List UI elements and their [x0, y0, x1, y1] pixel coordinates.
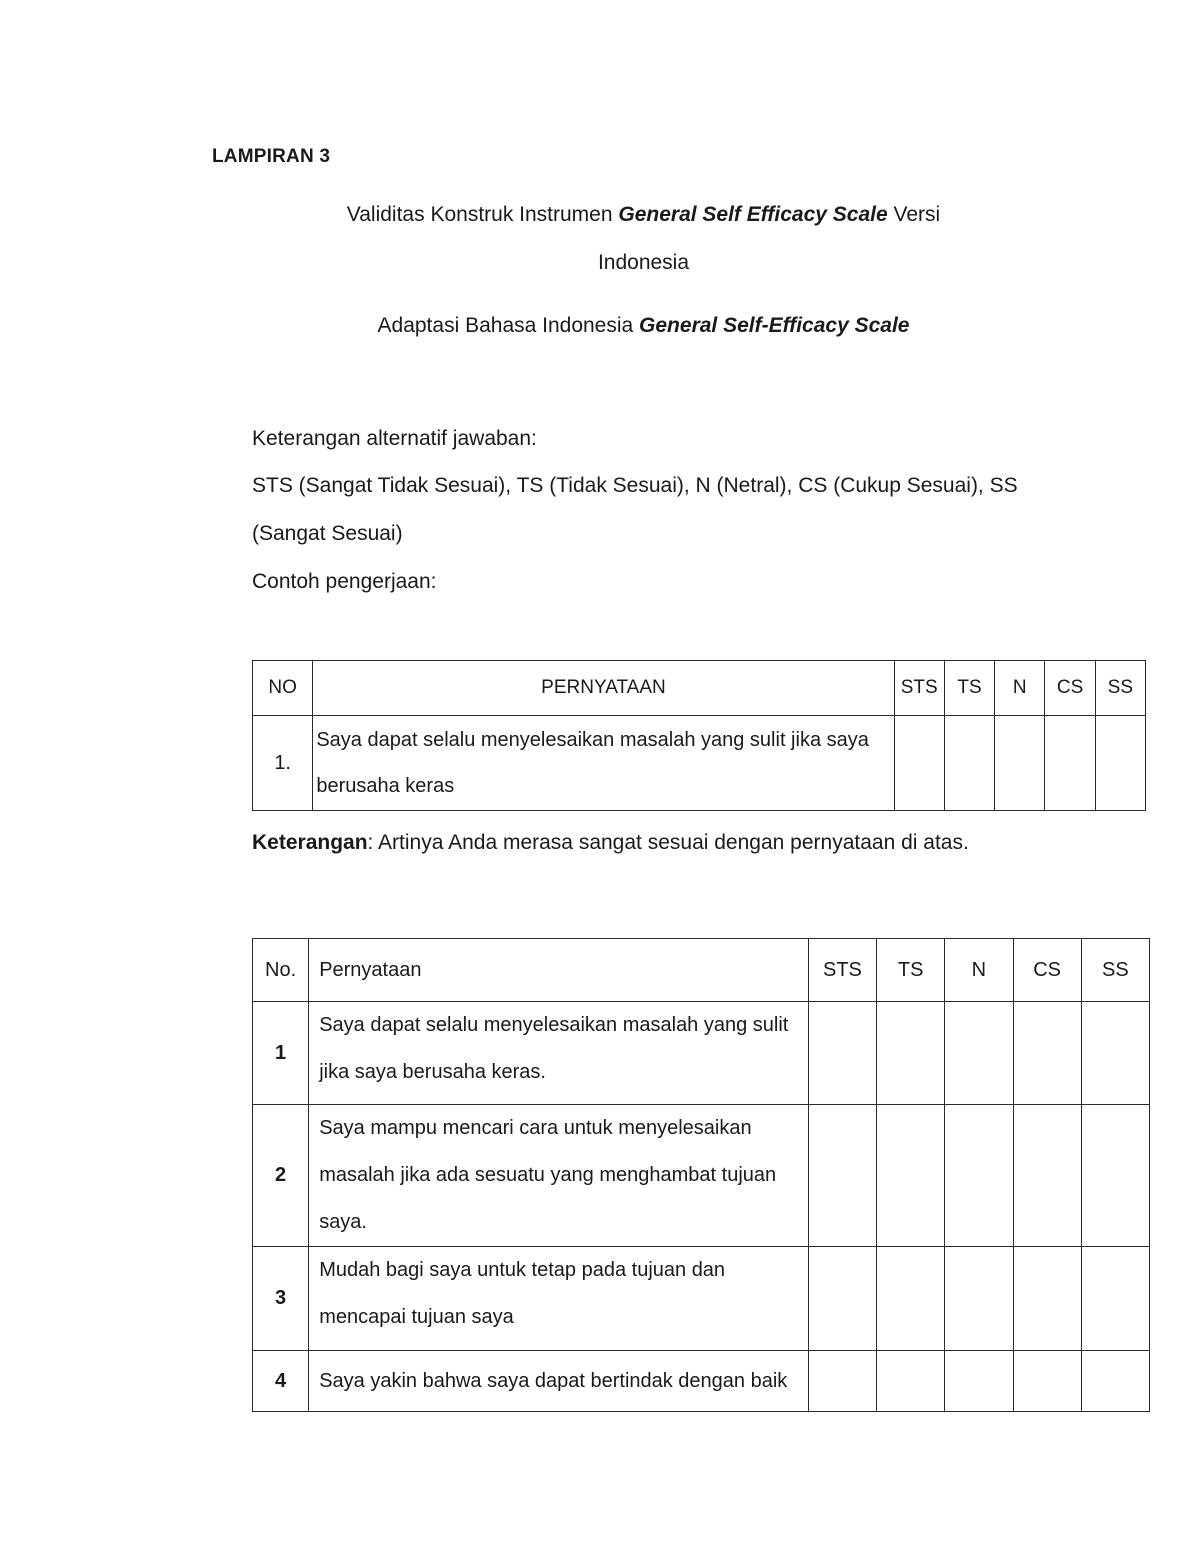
cell-sts[interactable] [808, 1247, 876, 1351]
subtitle-scale-name: General Self-Efficacy Scale [639, 314, 910, 337]
title-text-end: Versi [887, 203, 941, 226]
title-line-2: Indonesia [597, 251, 690, 274]
cell-n[interactable] [945, 1247, 1013, 1351]
example-cell-ss[interactable] [1095, 716, 1145, 811]
header-no: No. [253, 939, 309, 1002]
header-sts: STS [808, 939, 876, 1002]
title-text: Validitas Konstruk Instrumen [346, 203, 619, 226]
header-cs: CS [1013, 939, 1081, 1002]
answer-key-label: Keterangan alternatif jawaban: [252, 427, 537, 450]
example-note [252, 831, 969, 855]
example-row-statement: Saya dapat selalu menyelesaikan masalah yang sulit jika saya berusaha keras [313, 716, 894, 811]
answer-options-line-2: (Sangat Sesuai) [252, 522, 403, 545]
header-ss: SS [1095, 661, 1145, 716]
cell-cs[interactable] [1013, 1105, 1081, 1247]
note-text: : Artinya Anda merasa [367, 831, 579, 854]
cell-ss[interactable] [1081, 1002, 1149, 1105]
example-row [253, 716, 1146, 811]
cell-cs[interactable] [1013, 1002, 1081, 1105]
title-line-1 [0, 203, 1200, 227]
cell-ss[interactable] [1081, 1247, 1149, 1351]
scale-header-row [253, 939, 1150, 1002]
cell-n[interactable] [945, 1105, 1013, 1247]
header-n: N [945, 939, 1013, 1002]
cell-ts[interactable] [877, 1247, 945, 1351]
cell-n[interactable] [945, 1351, 1013, 1412]
row-statement: Mudah bagi saya untuk tetap pada tujuan dan mencapai tujuan saya [309, 1247, 809, 1351]
header-n: N [995, 661, 1045, 716]
cell-ss[interactable] [1081, 1351, 1149, 1412]
table-row [253, 1105, 1150, 1247]
cell-cs[interactable] [1013, 1351, 1081, 1412]
header-no: NO [253, 661, 313, 716]
example-header-row [253, 661, 1146, 716]
table-row [253, 1002, 1150, 1105]
note-emphasis: sangat sesuai [578, 831, 709, 854]
note-text-end: dengan pernyataan di atas. [708, 831, 969, 854]
example-row-no: 1. [253, 716, 313, 811]
row-statement: Saya yakin bahwa saya dapat bertindak dengan baik [309, 1351, 809, 1412]
cell-sts[interactable] [808, 1351, 876, 1412]
cell-ts[interactable] [877, 1002, 945, 1105]
row-statement: Saya dapat selalu menyelesaikan masalah yang sulit jika saya berusaha keras. [309, 1002, 809, 1105]
cell-sts[interactable] [808, 1002, 876, 1105]
row-no: 1 [253, 1002, 309, 1105]
appendix-heading: LAMPIRAN 3 [212, 146, 331, 167]
example-cell-n[interactable] [995, 716, 1045, 811]
table-row [253, 1351, 1150, 1412]
header-statement: PERNYATAAN [313, 661, 894, 716]
cell-sts[interactable] [808, 1105, 876, 1247]
example-table [252, 660, 1146, 811]
cell-ts[interactable] [877, 1105, 945, 1247]
example-cell-ts[interactable] [944, 716, 994, 811]
note-label: Keterangan [252, 831, 368, 854]
row-no: 2 [253, 1105, 309, 1247]
example-label: Contoh pengerjaan: [252, 570, 437, 593]
cell-ss[interactable] [1081, 1105, 1149, 1247]
scale-table [252, 938, 1150, 1412]
subtitle-text: Adaptasi Bahasa Indonesia [377, 314, 640, 337]
cell-n[interactable] [945, 1002, 1013, 1105]
table-row [253, 1247, 1150, 1351]
header-ss: SS [1081, 939, 1149, 1002]
row-statement: Saya mampu mencari cara untuk menyelesaikan masalah jika ada sesuatu yang menghambat tujuan saya. [309, 1105, 809, 1247]
subtitle [0, 314, 1200, 338]
header-ts: TS [944, 661, 994, 716]
header-ts: TS [877, 939, 945, 1002]
cell-ts[interactable] [877, 1351, 945, 1412]
scale-name: General Self Efficacy Scale [618, 203, 888, 226]
header-statement: Pernyataan [309, 939, 809, 1002]
header-sts: STS [894, 661, 944, 716]
answer-options-line-1: STS (Sangat Tidak Sesuai), TS (Tidak Sesuai), N (Netral), CS (Cukup Sesuai), SS [252, 474, 1018, 497]
header-cs: CS [1045, 661, 1095, 716]
cell-cs[interactable] [1013, 1247, 1081, 1351]
example-cell-sts[interactable] [894, 716, 944, 811]
example-cell-cs[interactable] [1045, 716, 1095, 811]
row-no: 4 [253, 1351, 309, 1412]
row-no: 3 [253, 1247, 309, 1351]
